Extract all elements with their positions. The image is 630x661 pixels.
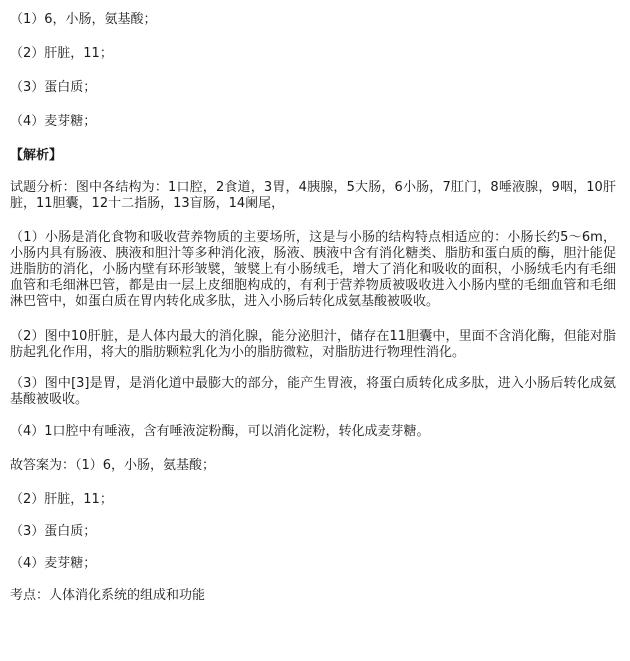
final-answer-line-3: （3）蛋白质； [10,524,97,539]
final-answer-line-2: （2）肝脏，11； [10,492,113,507]
analysis-item-4: （4）1口腔中有唾液，含有唾液淀粉酶，可以消化淀粉，转化成麦芽糖。 [10,424,430,439]
analysis-item-3: （3）图中[3]是胃，是消化道中最膨大的部分，能产生胃液，将蛋白质转化成多肽，进入小肠后转化成氨基酸被吸收。 [10,376,616,407]
knowledge-point: 考点：人体消化系统的组成和功能 [10,588,206,603]
analysis-heading: 【解析】 [10,148,63,163]
final-answer-line-1: 故答案为：（1）6，小肠，氨基酸； [10,458,216,473]
answer-line-3: （3）蛋白质； [10,80,97,95]
answer-line-2: （2）肝脏，11； [10,46,113,61]
answer-line-1: （1）6，小肠，氨基酸； [10,12,157,27]
analysis-item-2: （2）图中10肝脏，是人体内最大的消化腺，能分泌胆汁，储存在11胆囊中，里面不含消化酶，但能对脂肪起乳化作用，将大的脂肪颗粒乳化为小的脂肪微粒，对脂肪进行物理性消化。 [10,329,616,360]
final-answer-line-4: （4）麦芽糖； [10,556,97,571]
analysis-item-1: （1）小肠是消化食物和吸收营养物质的主要场所，这是与小肠的结构特点相适应的：小肠长约5～6m，小肠内具有肠液、胰液和胆汁等多种消化液，肠液、胰液中含有消化糖类、脂肪和蛋白质的酶，胆汁能促进脂肪的消化，小肠内壁有环形皱襞，皱襞上有小肠绒毛，增大了消化和吸收的面积，小肠绒毛内有毛细血管和毛细淋巴管，都是由一层上皮细胞构成的，有利于营养物质被吸收进入小肠内壁的毛细血管和毛细淋巴管中，如蛋白质在胃内转化成多肽，进入小肠后转化成氨基酸被吸收。 [10,230,616,309]
answer-line-4: （4）麦芽糖； [10,114,97,129]
analysis-intro: 试题分析：图中各结构为：1口腔，2食道，3胃，4胰腺，5大肠，6小肠，7肛门，8唾液腺，9咽，10肝脏，11胆囊，12十二指肠，13盲肠，14阑尾， [10,180,616,211]
